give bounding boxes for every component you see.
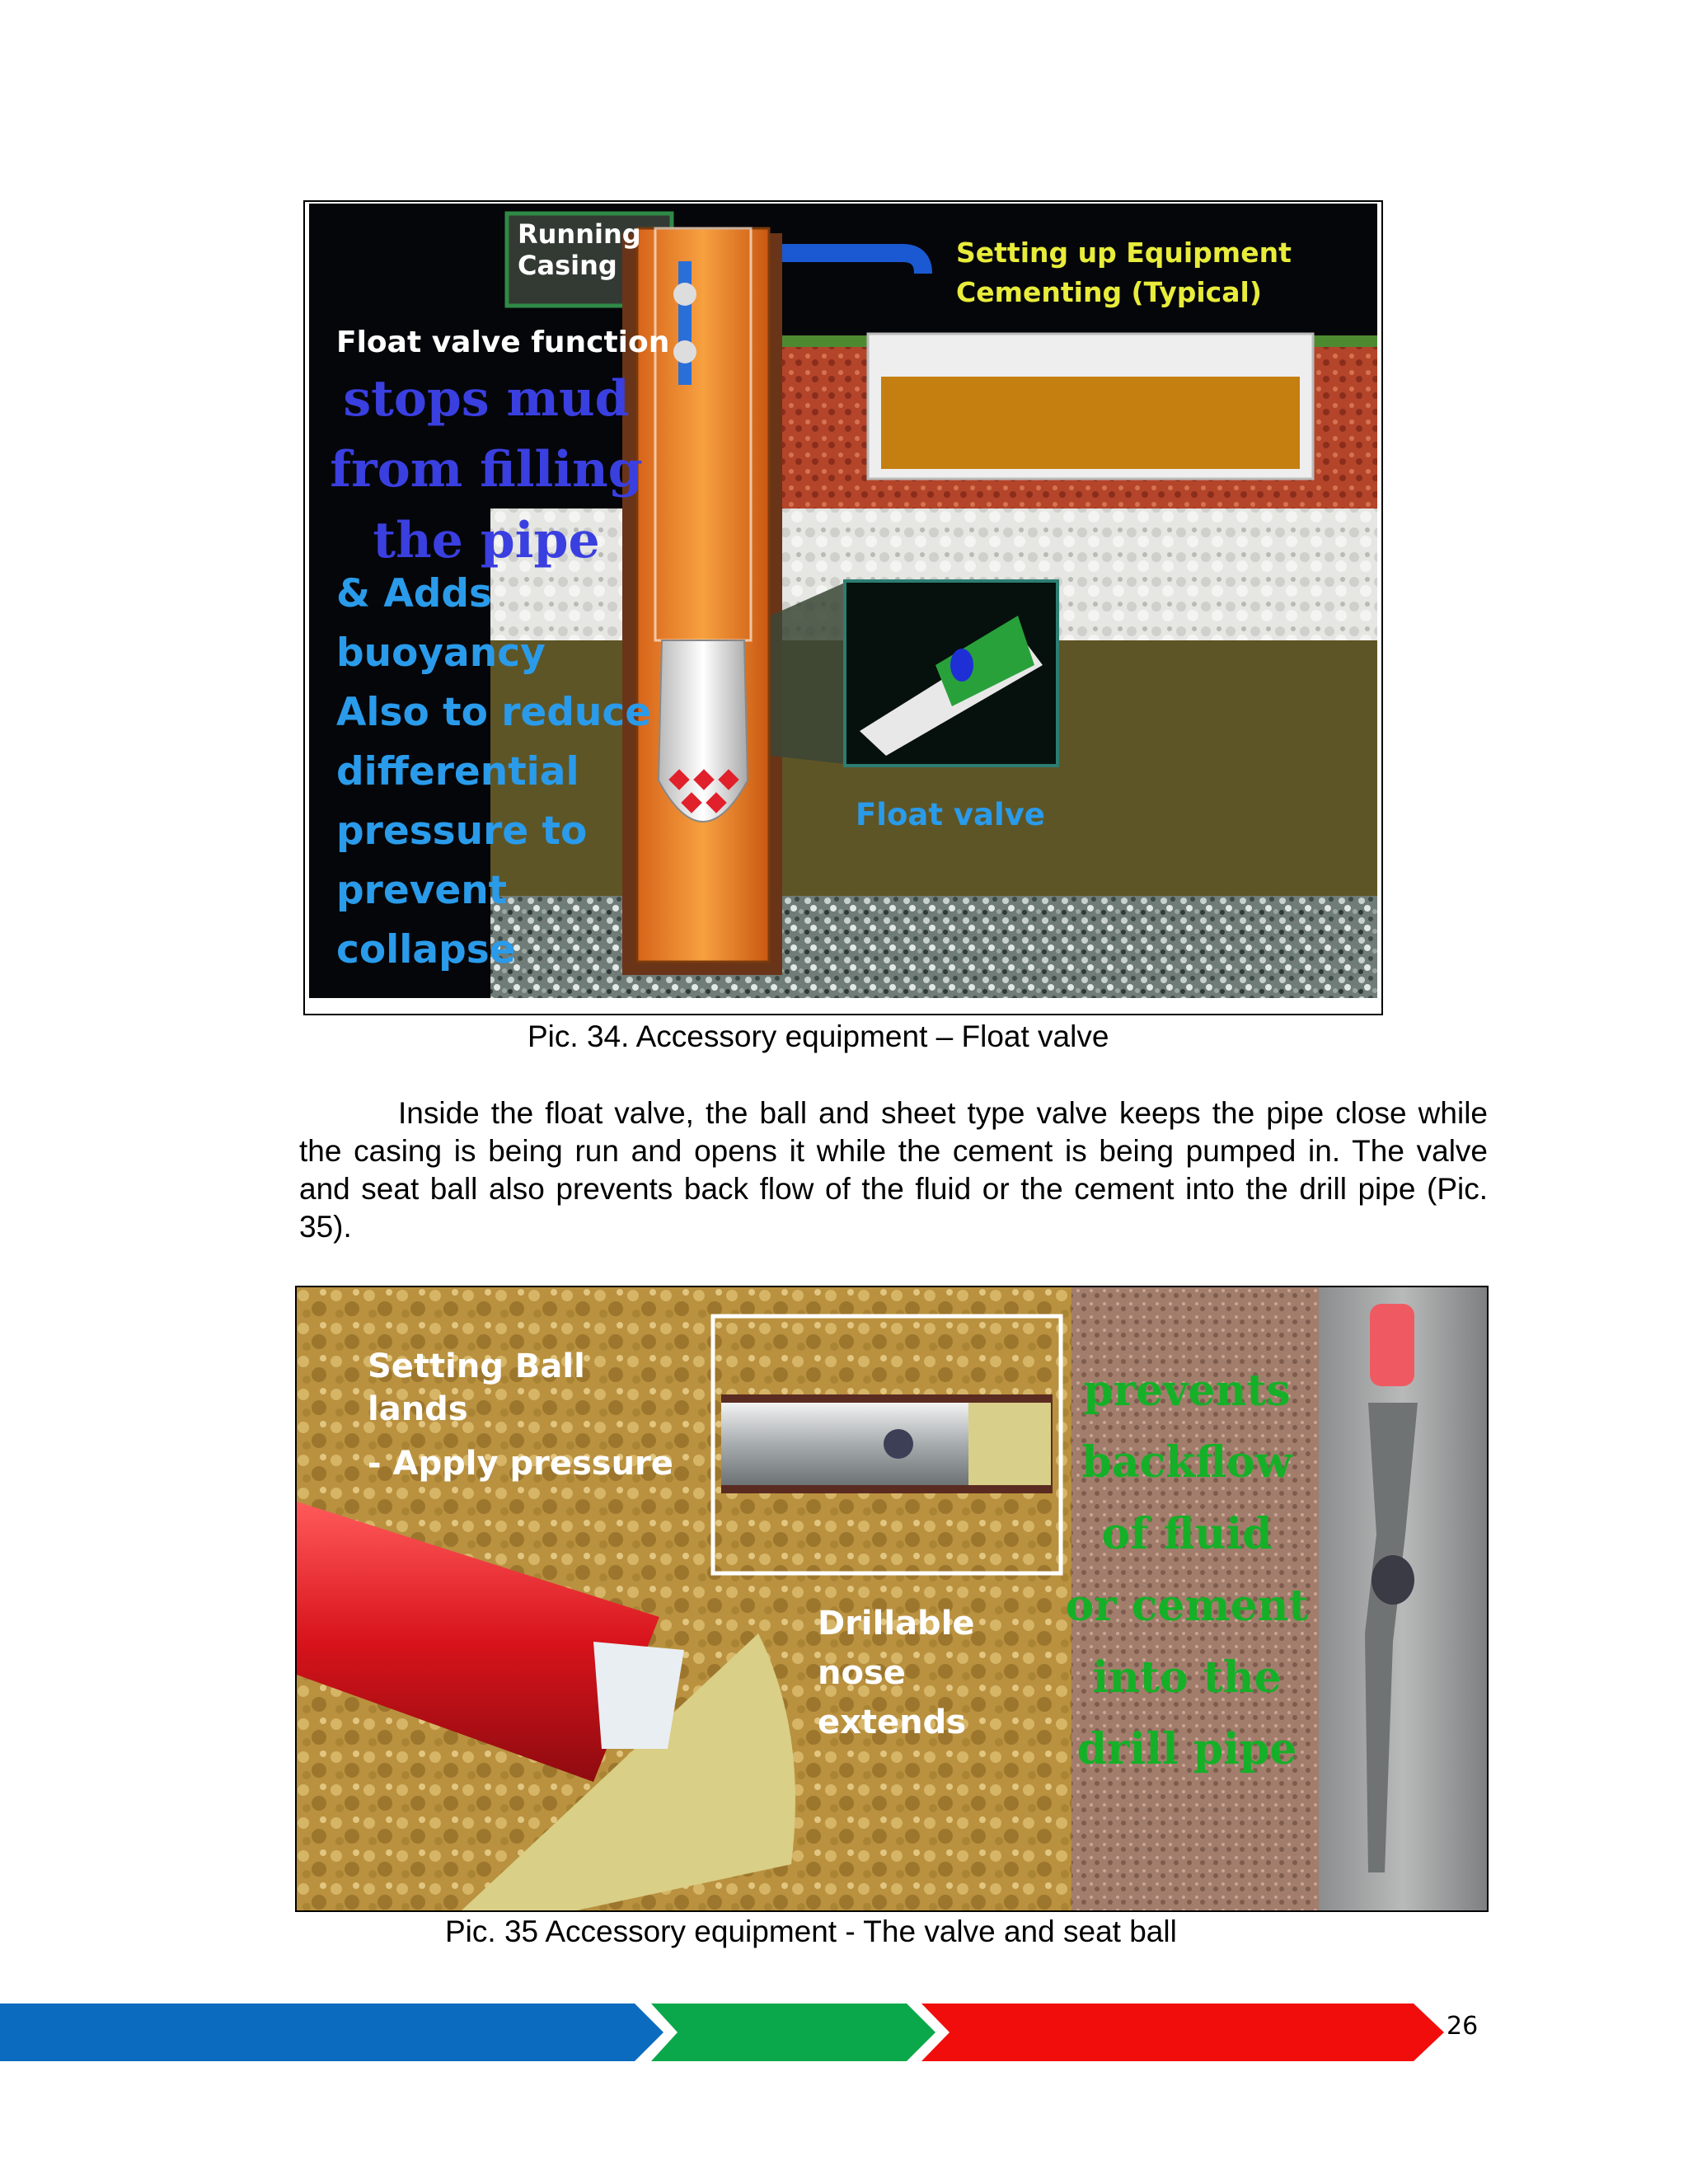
running-casing-line-1: Running [518, 218, 641, 250]
footer-arrow-green [651, 2004, 935, 2061]
drillable-line-1: Drillable [818, 1605, 975, 1643]
footer-arrow-bar [0, 1995, 1451, 2069]
adds-line-6: prevent [336, 868, 508, 913]
running-casing-label [518, 218, 641, 281]
prevents-line-5: into the [1092, 1652, 1282, 1703]
figure-34-caption: Pic. 34. Accessory equipment – Float valve [528, 1019, 1109, 1053]
adds-buoyancy-label [336, 565, 651, 980]
setting-ball-label [368, 1345, 673, 1485]
page-number: 26 [1447, 2012, 1479, 2041]
setting-line-1: Setting Ball [368, 1347, 585, 1385]
footer-arrow-blue [0, 2004, 663, 2061]
prevents-backflow-label [1055, 1355, 1319, 1785]
setting-up-line-1: Setting up Equipment [956, 237, 1292, 269]
setting-line-3: - Apply pressure [368, 1445, 673, 1483]
prevents-line-6: drill pipe [1076, 1724, 1297, 1774]
prevents-line-4: or cement [1065, 1581, 1309, 1631]
adds-line-4: differential [336, 749, 579, 794]
adds-line-7: collapse [336, 927, 516, 972]
setting-up-line-2: Cementing (Typical) [956, 276, 1262, 308]
figure-35 [295, 1286, 1489, 1912]
figure-35-caption: Pic. 35 Accessory equipment - The valve and seat ball [445, 1915, 1177, 1948]
prevents-line-2: backflow [1081, 1437, 1292, 1488]
float-valve-label: Float valve [856, 797, 1045, 832]
adds-line-2: buoyancy [336, 630, 546, 676]
prevents-line-3: of fluid [1101, 1509, 1273, 1559]
adds-line-3: Also to reduce [336, 690, 652, 735]
adds-line-1: & Adds [336, 571, 492, 616]
float-valve-function-title: Float valve function [336, 326, 670, 359]
body-text: Inside the float valve, the ball and sheet type valve keeps the pipe close while the casing is being run and opens it while the cement is being pumped in. The valve and seat ball also prevents back flow of the fluid or the cement into the drill pipe (Pic. 35). [299, 1096, 1488, 1244]
figure-34 [303, 200, 1383, 1015]
setting-line-2: lands [368, 1390, 468, 1428]
stops-line-1: stops mud [343, 370, 630, 428]
footer-arrow-red [921, 2004, 1444, 2061]
stops-line-3: the pipe [373, 512, 600, 569]
drillable-nose-label [818, 1599, 975, 1747]
stops-line-2: from filling [330, 441, 643, 499]
prevents-line-1: prevents [1083, 1366, 1291, 1416]
body-paragraph [299, 1094, 1488, 1246]
drillable-line-2: nose [818, 1654, 906, 1692]
adds-line-5: pressure to [336, 808, 588, 854]
drillable-line-3: extends [818, 1704, 967, 1741]
running-casing-line-2: Casing [518, 250, 617, 281]
setting-up-equipment-label [956, 233, 1292, 312]
stops-mud-label [313, 363, 659, 576]
